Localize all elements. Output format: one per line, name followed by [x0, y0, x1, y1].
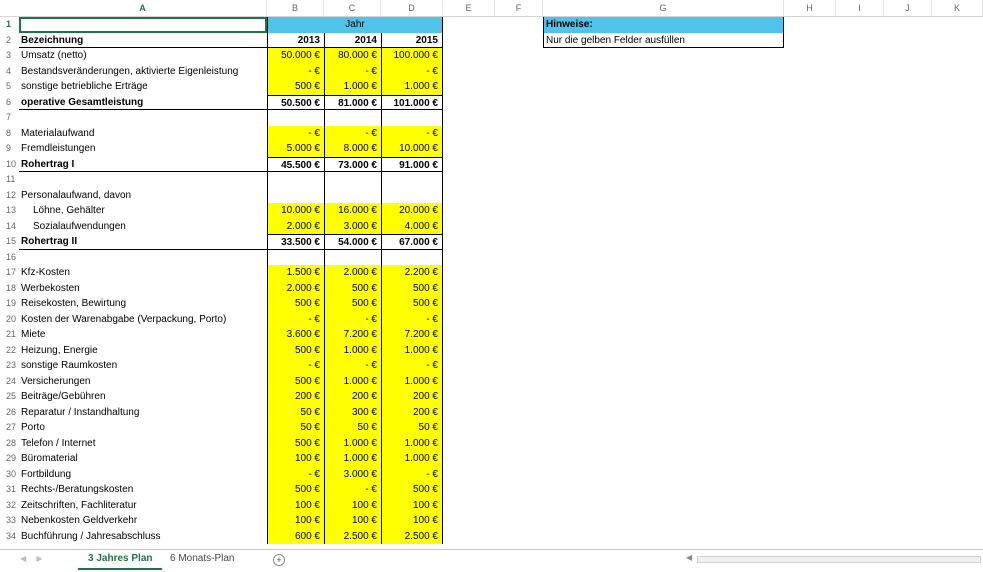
column-header-e[interactable]: E: [443, 0, 495, 16]
table-row: [0, 513, 983, 529]
cell-label[interactable]: Buchführung / Jahresabschluss: [21, 530, 161, 542]
cell-value-d[interactable]: - €: [381, 126, 443, 142]
row-number[interactable]: 22: [6, 344, 17, 355]
row-number[interactable]: 12: [6, 189, 17, 200]
column-header-k[interactable]: K: [932, 0, 983, 16]
table-row: [0, 451, 983, 467]
cell-label[interactable]: Heizung, Energie: [21, 344, 98, 356]
cell-label[interactable]: Versicherungen: [21, 375, 91, 387]
cell-value-d[interactable]: - €: [381, 312, 443, 328]
cell-value-b[interactable]: 500 €: [267, 296, 324, 312]
column-header-g[interactable]: G: [543, 0, 784, 16]
cell-label[interactable]: [19, 17, 267, 33]
cell-value-c[interactable]: 2.500 €: [324, 529, 381, 545]
cell-value-d[interactable]: 1.000 €: [381, 343, 443, 359]
table-row: [0, 296, 983, 312]
add-sheet-icon[interactable]: +: [273, 554, 285, 566]
cell-value-b[interactable]: 100 €: [267, 451, 324, 467]
cell-value-b[interactable]: [267, 110, 324, 126]
cell-value-d[interactable]: 100 €: [381, 498, 443, 514]
row-number[interactable]: 21: [6, 329, 17, 339]
cell-value-c[interactable]: - €: [324, 358, 381, 374]
row-number[interactable]: 34: [6, 530, 17, 541]
cell-value-b[interactable]: 500 €: [267, 79, 324, 95]
sheet-tab-bar: [0, 549, 983, 572]
table-row: [0, 343, 983, 359]
table-row: [0, 529, 983, 545]
table-row: [0, 110, 983, 126]
cell-value-d[interactable]: 20.000 €: [381, 203, 443, 219]
cell-label[interactable]: Telefon / Internet: [21, 437, 96, 449]
horizontal-scrollbar[interactable]: [697, 556, 981, 563]
table-row: [0, 436, 983, 452]
cell-value-c[interactable]: 3.000 €: [324, 219, 381, 235]
cell-label[interactable]: Personalaufwand, davon: [21, 189, 132, 201]
column-header-h[interactable]: H: [784, 0, 836, 16]
row-number[interactable]: 15: [6, 236, 17, 246]
cell-value-b[interactable]: - €: [267, 467, 324, 483]
cell-label[interactable]: Kfz-Kosten: [21, 267, 70, 278]
row-number[interactable]: 6: [6, 96, 12, 107]
cell-value-b[interactable]: 45.500 €: [267, 157, 324, 173]
row-number[interactable]: 1: [6, 19, 12, 29]
cell-value-c[interactable]: 2014: [324, 33, 381, 49]
cell-value-d[interactable]: 1.000 €: [381, 374, 443, 390]
row-number[interactable]: 19: [6, 298, 17, 308]
cell-value-d[interactable]: 10.000 €: [381, 141, 443, 157]
cell-value-c[interactable]: 7.200 €: [324, 327, 381, 343]
cell-value-d[interactable]: - €: [381, 467, 443, 483]
scroll-left-arrow-icon[interactable]: ◀: [686, 553, 693, 562]
cell-value-b[interactable]: 33.500 €: [267, 234, 324, 250]
cell-value-c[interactable]: 1.000 €: [324, 451, 381, 467]
cell-value-d[interactable]: 1.000 €: [381, 451, 443, 467]
cell-value-d[interactable]: [381, 110, 443, 126]
cell-value-d[interactable]: 4.000 €: [381, 219, 443, 235]
table-row: [0, 79, 983, 95]
table-row: [0, 250, 983, 266]
cell-value-c[interactable]: 3.000 €: [324, 467, 381, 483]
cell-value-c[interactable]: 500 €: [324, 296, 381, 312]
row-number[interactable]: 3: [6, 50, 12, 60]
cell-label[interactable]: Kosten der Warenabgabe (Verpackung, Porto): [21, 313, 227, 325]
table-row: [0, 157, 983, 173]
cell-value-d[interactable]: 2.200 €: [381, 265, 443, 281]
cell-value-b[interactable]: 500 €: [267, 482, 324, 498]
cell-label[interactable]: Reisekosten, Bewirtung: [21, 298, 127, 309]
cell-value-b[interactable]: 10.000 €: [267, 203, 324, 219]
cell-value-c[interactable]: 100 €: [324, 513, 381, 529]
cell-value-c[interactable]: [324, 250, 381, 266]
cell-value-c[interactable]: [324, 188, 381, 204]
header-jahr[interactable]: Jahr: [267, 17, 443, 33]
row-number[interactable]: 16: [6, 251, 17, 262]
cell-value-c[interactable]: 16.000 €: [324, 203, 381, 219]
table-row: [0, 312, 983, 328]
cell-value-b[interactable]: - €: [267, 358, 324, 374]
cell-value-d[interactable]: 500 €: [381, 482, 443, 498]
table-row: [0, 141, 983, 157]
cell-label[interactable]: Beiträge/Gebühren: [21, 391, 106, 402]
cell-value-c[interactable]: 73.000 €: [324, 157, 381, 173]
cell-value-d[interactable]: 2015: [381, 33, 443, 49]
cell-label[interactable]: Zeitschriften, Fachliteratur: [21, 499, 137, 511]
row-number[interactable]: 17: [6, 267, 17, 277]
cell-value-d[interactable]: 500 €: [381, 296, 443, 312]
table-row: [0, 420, 983, 436]
column-header-a[interactable]: A: [19, 0, 267, 16]
cell-value-c[interactable]: 8.000 €: [324, 141, 381, 157]
cell-value-d[interactable]: [381, 172, 443, 188]
cell-value-b[interactable]: 50 €: [267, 405, 324, 421]
cell-label[interactable]: Reparatur / Instandhaltung: [21, 406, 140, 418]
cell-value-d[interactable]: 200 €: [381, 405, 443, 421]
table-row: [0, 17, 983, 33]
cell-value-d[interactable]: 1.000 €: [381, 436, 443, 452]
cell-value-b[interactable]: 5.000 €: [267, 141, 324, 157]
cell-value-b[interactable]: [267, 188, 324, 204]
cell-value-d[interactable]: 100 €: [381, 513, 443, 529]
row-number[interactable]: 23: [6, 360, 17, 370]
row-number[interactable]: 27: [6, 422, 17, 432]
column-header-b[interactable]: B: [267, 0, 324, 16]
cell-value-d[interactable]: - €: [381, 358, 443, 374]
cell-label[interactable]: [19, 250, 267, 266]
tab-scroll-arrows-icon[interactable]: ◀ ▶: [20, 554, 47, 563]
cell-label[interactable]: Materialaufwand: [21, 127, 95, 139]
table-row: [0, 33, 983, 49]
cell-value-b[interactable]: 500 €: [267, 374, 324, 390]
row-number[interactable]: 4: [6, 65, 12, 76]
cell-value-c[interactable]: 54.000 €: [324, 234, 381, 250]
row-number[interactable]: 11: [6, 174, 16, 184]
cell-label[interactable]: Löhne, Gehälter: [33, 205, 105, 216]
table-row: [0, 482, 983, 498]
cell-label[interactable]: sonstige betriebliche Erträge: [21, 81, 148, 92]
cell-value-c[interactable]: 80.000 €: [324, 48, 381, 64]
cell-value-d[interactable]: 101.000 €: [381, 95, 443, 111]
table-row: [0, 358, 983, 374]
cell-value-b[interactable]: 600 €: [267, 529, 324, 545]
table-row: [0, 203, 983, 219]
cell-value-d[interactable]: 500 €: [381, 281, 443, 297]
tab-6-monats-plan[interactable]: 6 Monats-Plan: [170, 553, 235, 564]
cell-value-d[interactable]: [381, 188, 443, 204]
table-row: [0, 234, 983, 250]
column-header-d[interactable]: D: [381, 0, 443, 16]
cell-value-d[interactable]: 100.000 €: [381, 48, 443, 64]
row-number[interactable]: 26: [6, 406, 17, 417]
cell-label[interactable]: [19, 172, 267, 188]
cell-label[interactable]: sonstige Raumkosten: [21, 360, 118, 371]
cell-value-c[interactable]: 1.000 €: [324, 343, 381, 359]
cell-value-c[interactable]: 300 €: [324, 405, 381, 421]
cell-value-c[interactable]: 2.000 €: [324, 265, 381, 281]
row-number[interactable]: 9: [6, 143, 12, 153]
cell-value-c[interactable]: - €: [324, 126, 381, 142]
table-row: [0, 95, 983, 111]
table-row: [0, 126, 983, 142]
cell-value-b[interactable]: 2013: [267, 33, 324, 49]
table-row: [0, 219, 983, 235]
cell-label[interactable]: Nebenkosten Geldverkehr: [21, 515, 138, 526]
cell-label[interactable]: [19, 110, 267, 126]
cell-value-c[interactable]: 500 €: [324, 281, 381, 297]
cell-value-c[interactable]: - €: [324, 482, 381, 498]
cell-value-d[interactable]: 2.500 €: [381, 529, 443, 545]
cell-value-d[interactable]: 200 €: [381, 389, 443, 405]
row-number[interactable]: 28: [6, 437, 17, 448]
table-row: [0, 405, 983, 421]
table-row: [0, 172, 983, 188]
column-header-i[interactable]: I: [836, 0, 884, 16]
cell-value-b[interactable]: - €: [267, 64, 324, 80]
table-row: [0, 327, 983, 343]
cell-value-b[interactable]: 100 €: [267, 513, 324, 529]
row-number[interactable]: 13: [6, 205, 17, 215]
cell-label[interactable]: Porto: [21, 422, 45, 433]
cell-value-b[interactable]: 2.000 €: [267, 281, 324, 297]
column-header-j[interactable]: J: [884, 0, 932, 16]
cell-value-b[interactable]: [267, 172, 324, 188]
cell-label[interactable]: Sozialaufwendungen: [33, 220, 126, 232]
cell-value-b[interactable]: 1.500 €: [267, 265, 324, 281]
column-header-c[interactable]: C: [324, 0, 381, 16]
cell-value-b[interactable]: 500 €: [267, 343, 324, 359]
row-number[interactable]: 10: [6, 158, 17, 169]
table-row: [0, 188, 983, 204]
cell-value-c[interactable]: 1.000 €: [324, 436, 381, 452]
cell-label[interactable]: Büromaterial: [21, 453, 78, 464]
cell-value-d[interactable]: - €: [381, 64, 443, 80]
hinweise-text[interactable]: Nur die gelben Felder ausfüllen: [543, 33, 784, 49]
cell-value-b[interactable]: - €: [267, 126, 324, 142]
cell-label[interactable]: Werbekosten: [21, 282, 80, 294]
cell-value-d[interactable]: 7.200 €: [381, 327, 443, 343]
cell-value-b[interactable]: 500 €: [267, 436, 324, 452]
cell-value-c[interactable]: [324, 110, 381, 126]
row-number[interactable]: 29: [6, 453, 17, 463]
row-number[interactable]: 30: [6, 468, 17, 479]
cell-value-d[interactable]: 1.000 €: [381, 79, 443, 95]
row-number[interactable]: 33: [6, 515, 17, 525]
table-row: [0, 374, 983, 390]
cell-label[interactable]: Miete: [21, 329, 46, 340]
cell-value-b[interactable]: 100 €: [267, 498, 324, 514]
cell-value-b[interactable]: - €: [267, 312, 324, 328]
row-number[interactable]: 2: [6, 34, 12, 45]
row-number[interactable]: 14: [6, 220, 17, 231]
cell-value-c[interactable]: 1.000 €: [324, 374, 381, 390]
cell-value-c[interactable]: 1.000 €: [324, 79, 381, 95]
row-number[interactable]: 20: [6, 313, 17, 324]
hinweise-header[interactable]: Hinweise:: [543, 17, 784, 33]
table-row: [0, 48, 983, 64]
row-number[interactable]: 25: [6, 391, 17, 401]
cell-label[interactable]: Umsatz (netto): [21, 50, 87, 61]
cell-value-b[interactable]: 2.000 €: [267, 219, 324, 235]
table-row: [0, 265, 983, 281]
row-number[interactable]: 8: [6, 127, 12, 138]
cell-value-c[interactable]: - €: [324, 64, 381, 80]
row-number[interactable]: 18: [6, 282, 17, 293]
cell-value-d[interactable]: 50 €: [381, 420, 443, 436]
cell-value-d[interactable]: 67.000 €: [381, 234, 443, 250]
cell-label[interactable]: Fremdleistungen: [21, 143, 96, 154]
cell-label[interactable]: Rohertrag II: [19, 234, 267, 250]
cell-value-b[interactable]: 50.500 €: [267, 95, 324, 111]
cell-value-b[interactable]: 50.000 €: [267, 48, 324, 64]
row-number[interactable]: 7: [6, 112, 12, 122]
table-row: [0, 498, 983, 514]
cell-label[interactable]: Rechts-/Beratungskosten: [21, 484, 134, 495]
cell-value-d[interactable]: [381, 250, 443, 266]
column-header-f[interactable]: F: [495, 0, 543, 16]
table-row: [0, 281, 983, 297]
cell-value-c[interactable]: 200 €: [324, 389, 381, 405]
row-number[interactable]: 5: [6, 81, 12, 91]
cell-label[interactable]: Bezeichnung: [19, 33, 267, 49]
cell-value-c[interactable]: - €: [324, 312, 381, 328]
cell-value-b[interactable]: 3.600 €: [267, 327, 324, 343]
cell-label[interactable]: Bestandsveränderungen, aktivierte Eigenleistung: [21, 65, 239, 77]
cell-value-b[interactable]: 50 €: [267, 420, 324, 436]
cell-value-c[interactable]: 50 €: [324, 420, 381, 436]
tab-3-jahres-plan[interactable]: 3 Jahres Plan: [78, 550, 162, 570]
row-number[interactable]: 32: [6, 499, 17, 510]
cell-label[interactable]: operative Gesamtleistung: [19, 95, 267, 111]
cell-value-b[interactable]: 200 €: [267, 389, 324, 405]
cell-value-b[interactable]: [267, 250, 324, 266]
table-row: [0, 389, 983, 405]
cell-value-c[interactable]: 81.000 €: [324, 95, 381, 111]
table-row: [0, 467, 983, 483]
row-number[interactable]: 31: [6, 484, 17, 494]
cell-label[interactable]: Rohertrag I: [19, 157, 267, 173]
cell-label[interactable]: Fortbildung: [21, 468, 72, 480]
cell-value-c[interactable]: [324, 172, 381, 188]
table-row: [0, 64, 983, 80]
cell-value-d[interactable]: 91.000 €: [381, 157, 443, 173]
cell-value-c[interactable]: 100 €: [324, 498, 381, 514]
row-number[interactable]: 24: [6, 375, 17, 386]
